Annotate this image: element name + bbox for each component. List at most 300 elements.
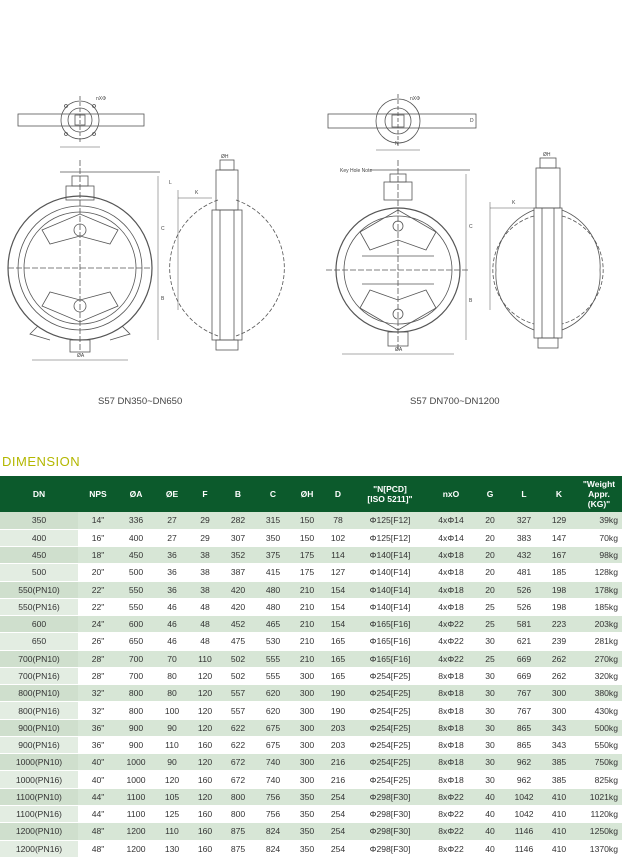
left-drawing-caption: S57 DN350~DN650 bbox=[98, 396, 183, 407]
table-cell: 160 bbox=[190, 823, 220, 840]
table-cell: 147 bbox=[542, 529, 576, 546]
table-cell: 120 bbox=[190, 719, 220, 736]
table-cell: 154 bbox=[324, 616, 352, 633]
table-cell: 430kg bbox=[576, 702, 622, 719]
table-cell: 620 bbox=[256, 702, 290, 719]
table-row bbox=[0, 736, 622, 753]
table-cell: 130 bbox=[154, 840, 190, 857]
table-cell: 44" bbox=[78, 788, 118, 805]
right-front-view bbox=[326, 160, 470, 354]
table-cell: 25 bbox=[474, 616, 506, 633]
table-cell: 48 bbox=[190, 598, 220, 615]
label-a-right: ØA bbox=[395, 347, 403, 353]
column-header: L bbox=[506, 476, 542, 512]
table-cell: 20 bbox=[474, 581, 506, 598]
table-cell: 740 bbox=[256, 754, 290, 771]
right-top-view bbox=[328, 94, 476, 150]
table-cell: 300 bbox=[290, 771, 324, 788]
table-cell: 70kg bbox=[576, 529, 622, 546]
table-cell: 216 bbox=[324, 754, 352, 771]
table-cell: 40" bbox=[78, 771, 118, 788]
table-cell: 300 bbox=[290, 702, 324, 719]
table-cell: 262 bbox=[542, 650, 576, 667]
table-cell: 210 bbox=[290, 581, 324, 598]
table-cell: 4xΦ18 bbox=[428, 564, 474, 581]
table-cell: 600 bbox=[118, 616, 154, 633]
table-cell: 36 bbox=[154, 564, 190, 581]
table-cell: 8xΦ18 bbox=[428, 667, 474, 684]
table-cell: 1250kg bbox=[576, 823, 622, 840]
table-cell: 1000(PN10) bbox=[0, 754, 78, 771]
table-cell: 175 bbox=[290, 564, 324, 581]
table-cell: 254 bbox=[324, 823, 352, 840]
table-cell: 700(PN16) bbox=[0, 667, 78, 684]
table-cell: 150 bbox=[290, 512, 324, 529]
table-cell: 621 bbox=[506, 633, 542, 650]
label-l-left: L bbox=[169, 180, 172, 186]
table-cell: Φ165[F16] bbox=[352, 650, 428, 667]
table-cell: 415 bbox=[256, 564, 290, 581]
table-cell: 800 bbox=[118, 685, 154, 702]
table-cell: 160 bbox=[190, 771, 220, 788]
table-cell: 962 bbox=[506, 771, 542, 788]
table-cell: 900(PN10) bbox=[0, 719, 78, 736]
table-cell: 150 bbox=[290, 529, 324, 546]
table-cell: 105 bbox=[154, 788, 190, 805]
table-cell: 190 bbox=[324, 685, 352, 702]
table-cell: 8xΦ18 bbox=[428, 702, 474, 719]
table-row bbox=[0, 702, 622, 719]
table-cell: 165 bbox=[324, 650, 352, 667]
table-cell: 4xΦ18 bbox=[428, 598, 474, 615]
table-cell: Φ254[F25] bbox=[352, 754, 428, 771]
table-cell: 320kg bbox=[576, 667, 622, 684]
table-cell: 343 bbox=[542, 736, 576, 753]
table-cell: 28" bbox=[78, 650, 118, 667]
table-cell: 800 bbox=[118, 702, 154, 719]
table-cell: 8xΦ22 bbox=[428, 788, 474, 805]
column-header: K bbox=[542, 476, 576, 512]
table-cell: 110 bbox=[154, 736, 190, 753]
table-cell: 420 bbox=[220, 581, 256, 598]
table-cell: 25 bbox=[474, 650, 506, 667]
table-cell: 48 bbox=[190, 633, 220, 650]
table-cell: 46 bbox=[154, 598, 190, 615]
table-cell: 450 bbox=[118, 547, 154, 564]
table-cell: 22" bbox=[78, 581, 118, 598]
label-key-note: Key Hole Note bbox=[340, 168, 373, 174]
table-cell: 14" bbox=[78, 512, 118, 529]
left-side-view bbox=[170, 160, 285, 350]
table-cell: 502 bbox=[220, 650, 256, 667]
table-cell: 8xΦ22 bbox=[428, 823, 474, 840]
table-cell: 756 bbox=[256, 806, 290, 823]
table-cell: Φ298[F30] bbox=[352, 840, 428, 857]
table-cell: 300 bbox=[290, 719, 324, 736]
table-cell: 30 bbox=[474, 685, 506, 702]
table-cell: 550(PN16) bbox=[0, 598, 78, 615]
table-cell: 282 bbox=[220, 512, 256, 529]
table-cell: 28" bbox=[78, 667, 118, 684]
table-cell: 120 bbox=[190, 702, 220, 719]
left-front-view bbox=[8, 160, 160, 360]
table-cell: 1370kg bbox=[576, 840, 622, 857]
table-cell: 675 bbox=[256, 736, 290, 753]
table-cell: 44" bbox=[78, 806, 118, 823]
table-header-row bbox=[0, 476, 622, 512]
table-cell: 32" bbox=[78, 685, 118, 702]
table-cell: 481 bbox=[506, 564, 542, 581]
table-row bbox=[0, 823, 622, 840]
label-h-left: ØH bbox=[221, 154, 229, 160]
table-cell: 1042 bbox=[506, 806, 542, 823]
table-cell: 203 bbox=[324, 719, 352, 736]
table-cell: 385 bbox=[542, 754, 576, 771]
table-cell: 385 bbox=[542, 771, 576, 788]
table-cell: 400 bbox=[118, 529, 154, 546]
table-cell: 98kg bbox=[576, 547, 622, 564]
table-cell: 767 bbox=[506, 685, 542, 702]
table-cell: 307 bbox=[220, 529, 256, 546]
table-cell: 400 bbox=[0, 529, 78, 546]
column-header: ØH bbox=[290, 476, 324, 512]
table-cell: 555 bbox=[256, 650, 290, 667]
table-cell: 40 bbox=[474, 823, 506, 840]
table-cell: 352 bbox=[220, 547, 256, 564]
table-cell: Φ254[F25] bbox=[352, 685, 428, 702]
table-cell: 343 bbox=[542, 719, 576, 736]
table-cell: 30 bbox=[474, 633, 506, 650]
table-cell: 1100 bbox=[118, 788, 154, 805]
table-row bbox=[0, 564, 622, 581]
table-cell: 300 bbox=[290, 685, 324, 702]
table-cell: 700 bbox=[118, 667, 154, 684]
table-cell: 38 bbox=[190, 547, 220, 564]
table-cell: 800 bbox=[220, 788, 256, 805]
table-cell: 300 bbox=[542, 685, 576, 702]
table-cell: 800(PN10) bbox=[0, 685, 78, 702]
table-cell: 114 bbox=[324, 547, 352, 564]
table-cell: 557 bbox=[220, 685, 256, 702]
table-cell: 550kg bbox=[576, 736, 622, 753]
table-cell: 300 bbox=[290, 736, 324, 753]
table-cell: 70 bbox=[154, 650, 190, 667]
table-cell: 178kg bbox=[576, 581, 622, 598]
table-cell: 452 bbox=[220, 616, 256, 633]
table-cell: 1146 bbox=[506, 840, 542, 857]
table-cell: 48" bbox=[78, 840, 118, 857]
table-cell: 387 bbox=[220, 564, 256, 581]
table-cell: Φ140[F14] bbox=[352, 581, 428, 598]
table-cell: 350 bbox=[290, 823, 324, 840]
table-cell: 1000 bbox=[118, 771, 154, 788]
table-cell: 502 bbox=[220, 667, 256, 684]
table-cell: 198 bbox=[542, 598, 576, 615]
table-cell: 20 bbox=[474, 564, 506, 581]
table-cell: 30 bbox=[474, 754, 506, 771]
table-cell: 239 bbox=[542, 633, 576, 650]
table-cell: 210 bbox=[290, 616, 324, 633]
table-cell: 167 bbox=[542, 547, 576, 564]
table-cell: 100 bbox=[154, 702, 190, 719]
table-cell: 475 bbox=[220, 633, 256, 650]
table-cell: 1000 bbox=[118, 754, 154, 771]
table-cell: 18" bbox=[78, 547, 118, 564]
table-cell: 210 bbox=[290, 633, 324, 650]
table-cell: 30 bbox=[474, 771, 506, 788]
table-cell: 410 bbox=[542, 823, 576, 840]
table-row bbox=[0, 512, 622, 529]
table-cell: Φ254[F25] bbox=[352, 667, 428, 684]
table-cell: 620 bbox=[256, 685, 290, 702]
table-row bbox=[0, 685, 622, 702]
table-cell: Φ298[F30] bbox=[352, 788, 428, 805]
table-cell: Φ254[F25] bbox=[352, 771, 428, 788]
table-cell: 410 bbox=[542, 840, 576, 857]
table-cell: 154 bbox=[324, 581, 352, 598]
label-n-right: N bbox=[395, 141, 399, 147]
table-row bbox=[0, 616, 622, 633]
table-cell: 420 bbox=[220, 598, 256, 615]
table-row bbox=[0, 754, 622, 771]
table-cell: 80 bbox=[154, 667, 190, 684]
column-header: "Weight Appr.(KG)" bbox=[576, 476, 622, 512]
table-cell: 8xΦ22 bbox=[428, 806, 474, 823]
dimension-table bbox=[0, 476, 622, 858]
table-cell: 327 bbox=[506, 512, 542, 529]
label-k-right: K bbox=[512, 200, 516, 206]
table-row bbox=[0, 598, 622, 615]
table-cell: 350 bbox=[290, 788, 324, 805]
column-header: NPS bbox=[78, 476, 118, 512]
label-nxo-left: nXΦ bbox=[96, 96, 107, 102]
table-cell: 120 bbox=[190, 754, 220, 771]
table-cell: 410 bbox=[542, 806, 576, 823]
table-cell: 175 bbox=[290, 547, 324, 564]
table-cell: 550 bbox=[118, 598, 154, 615]
table-cell: 900 bbox=[118, 736, 154, 753]
table-cell: 210 bbox=[290, 598, 324, 615]
table-row bbox=[0, 788, 622, 805]
table-cell: Φ165[F16] bbox=[352, 633, 428, 650]
table-cell: Φ254[F25] bbox=[352, 702, 428, 719]
table-cell: 740 bbox=[256, 771, 290, 788]
table-cell: 8xΦ18 bbox=[428, 754, 474, 771]
table-cell: 29 bbox=[190, 512, 220, 529]
table-cell: 160 bbox=[190, 736, 220, 753]
table-cell: 22" bbox=[78, 598, 118, 615]
table-cell: 480 bbox=[256, 581, 290, 598]
table-cell: 300 bbox=[542, 702, 576, 719]
table-cell: 210 bbox=[290, 650, 324, 667]
table-cell: 383 bbox=[506, 529, 542, 546]
table-cell: 557 bbox=[220, 702, 256, 719]
column-header: C bbox=[256, 476, 290, 512]
table-cell: 90 bbox=[154, 754, 190, 771]
label-nxo-right: nXΦ bbox=[410, 96, 421, 102]
table-cell: 270kg bbox=[576, 650, 622, 667]
table-cell: 650 bbox=[0, 633, 78, 650]
table-cell: 8xΦ18 bbox=[428, 736, 474, 753]
table-cell: 4xΦ22 bbox=[428, 633, 474, 650]
table-cell: 824 bbox=[256, 840, 290, 857]
table-cell: 300 bbox=[290, 754, 324, 771]
table-cell: 1021kg bbox=[576, 788, 622, 805]
table-cell: 38 bbox=[190, 564, 220, 581]
table-cell: 1200 bbox=[118, 823, 154, 840]
table-cell: 8xΦ22 bbox=[428, 840, 474, 857]
table-cell: 190 bbox=[324, 702, 352, 719]
table-cell: 672 bbox=[220, 754, 256, 771]
table-cell: 550(PN10) bbox=[0, 581, 78, 598]
table-cell: 622 bbox=[220, 736, 256, 753]
table-cell: 380kg bbox=[576, 685, 622, 702]
table-cell: 350 bbox=[256, 529, 290, 546]
table-cell: 756 bbox=[256, 788, 290, 805]
table-cell: Φ254[F25] bbox=[352, 719, 428, 736]
table-cell: 900(PN16) bbox=[0, 736, 78, 753]
table-cell: 30 bbox=[474, 667, 506, 684]
column-header: DN bbox=[0, 476, 78, 512]
column-header: G bbox=[474, 476, 506, 512]
table-cell: 8xΦ18 bbox=[428, 771, 474, 788]
table-cell: 160 bbox=[190, 840, 220, 857]
table-cell: 432 bbox=[506, 547, 542, 564]
table-cell: 36" bbox=[78, 719, 118, 736]
table-cell: 1200(PN16) bbox=[0, 840, 78, 857]
table-cell: 526 bbox=[506, 581, 542, 598]
label-d-right: D bbox=[470, 118, 474, 124]
table-cell: 127 bbox=[324, 564, 352, 581]
table-cell: 128kg bbox=[576, 564, 622, 581]
table-cell: 30 bbox=[474, 702, 506, 719]
table-cell: 650 bbox=[118, 633, 154, 650]
table-cell: 165 bbox=[324, 633, 352, 650]
table-cell: 16" bbox=[78, 529, 118, 546]
table-cell: 350 bbox=[290, 840, 324, 857]
table-cell: 875 bbox=[220, 823, 256, 840]
table-cell: 350 bbox=[0, 512, 78, 529]
table-cell: 875 bbox=[220, 840, 256, 857]
table-cell: 1200 bbox=[118, 840, 154, 857]
table-cell: Φ140[F14] bbox=[352, 547, 428, 564]
table-cell: 530 bbox=[256, 633, 290, 650]
right-drawing-caption: S57 DN700~DN1200 bbox=[410, 396, 500, 407]
label-b-right: B bbox=[469, 298, 473, 304]
table-cell: 48 bbox=[190, 616, 220, 633]
table-cell: 165 bbox=[324, 667, 352, 684]
table-cell: 185kg bbox=[576, 598, 622, 615]
table-cell: Φ298[F30] bbox=[352, 823, 428, 840]
table-row bbox=[0, 771, 622, 788]
section-title: DIMENSION bbox=[2, 454, 81, 469]
column-header: D bbox=[324, 476, 352, 512]
table-cell: 46 bbox=[154, 616, 190, 633]
table-cell: 24" bbox=[78, 616, 118, 633]
table-row bbox=[0, 840, 622, 857]
left-top-view bbox=[18, 96, 144, 147]
table-cell: 1100 bbox=[118, 806, 154, 823]
table-cell: 700 bbox=[118, 650, 154, 667]
column-header: ØE bbox=[154, 476, 190, 512]
table-cell: 120 bbox=[190, 667, 220, 684]
table-cell: 78 bbox=[324, 512, 352, 529]
table-cell: 29 bbox=[190, 529, 220, 546]
label-k-left: K bbox=[195, 190, 199, 196]
table-cell: 8xΦ18 bbox=[428, 719, 474, 736]
table-cell: 120 bbox=[190, 788, 220, 805]
table-cell: 281kg bbox=[576, 633, 622, 650]
table-cell: 39kg bbox=[576, 512, 622, 529]
table-cell: 336 bbox=[118, 512, 154, 529]
table-body bbox=[0, 512, 622, 857]
table-cell: 203kg bbox=[576, 616, 622, 633]
column-header: F bbox=[190, 476, 220, 512]
table-cell: 120 bbox=[190, 685, 220, 702]
table-cell: 40" bbox=[78, 754, 118, 771]
table-cell: 36 bbox=[154, 581, 190, 598]
table-cell: 36 bbox=[154, 547, 190, 564]
table-cell: 4xΦ14 bbox=[428, 512, 474, 529]
table-cell: 4xΦ14 bbox=[428, 529, 474, 546]
table-cell: 254 bbox=[324, 806, 352, 823]
table-cell: 30 bbox=[474, 736, 506, 753]
table-cell: 800(PN16) bbox=[0, 702, 78, 719]
table-cell: 262 bbox=[542, 667, 576, 684]
table-row bbox=[0, 806, 622, 823]
table-cell: 555 bbox=[256, 667, 290, 684]
table-cell: 1042 bbox=[506, 788, 542, 805]
table-cell: 40 bbox=[474, 788, 506, 805]
table-cell: 4xΦ22 bbox=[428, 616, 474, 633]
table-row bbox=[0, 547, 622, 564]
table-cell: 4xΦ18 bbox=[428, 547, 474, 564]
table-row bbox=[0, 650, 622, 667]
table-cell: 300 bbox=[290, 667, 324, 684]
table-cell: 1100(PN16) bbox=[0, 806, 78, 823]
table-cell: 120 bbox=[154, 771, 190, 788]
table-cell: 581 bbox=[506, 616, 542, 633]
table-cell: 500 bbox=[118, 564, 154, 581]
table-cell: 675 bbox=[256, 719, 290, 736]
table-cell: 480 bbox=[256, 598, 290, 615]
table-row bbox=[0, 719, 622, 736]
table-cell: 865 bbox=[506, 736, 542, 753]
table-cell: 700(PN10) bbox=[0, 650, 78, 667]
table-cell: 825kg bbox=[576, 771, 622, 788]
table-cell: 46 bbox=[154, 633, 190, 650]
table-cell: 767 bbox=[506, 702, 542, 719]
table-cell: 750kg bbox=[576, 754, 622, 771]
column-header: nxO bbox=[428, 476, 474, 512]
table-cell: 1200(PN10) bbox=[0, 823, 78, 840]
table-cell: 900 bbox=[118, 719, 154, 736]
table-cell: 20" bbox=[78, 564, 118, 581]
table-cell: 1120kg bbox=[576, 806, 622, 823]
table-cell: Φ125[F12] bbox=[352, 529, 428, 546]
table-cell: 254 bbox=[324, 788, 352, 805]
table-cell: 198 bbox=[542, 581, 576, 598]
table-cell: 20 bbox=[474, 512, 506, 529]
table-cell: 254 bbox=[324, 840, 352, 857]
table-cell: 1100(PN10) bbox=[0, 788, 78, 805]
label-c-right: C bbox=[469, 224, 473, 230]
table-cell: 865 bbox=[506, 719, 542, 736]
table-cell: 450 bbox=[0, 547, 78, 564]
table-cell: 110 bbox=[154, 823, 190, 840]
table-cell: 465 bbox=[256, 616, 290, 633]
table-cell: 410 bbox=[542, 788, 576, 805]
